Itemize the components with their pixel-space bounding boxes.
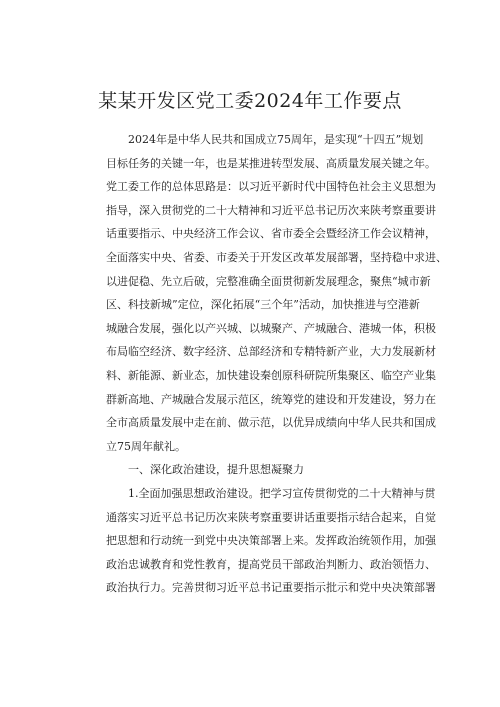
paragraph-line: 通落实习近平总书记历次来陕考察重要讲话重要指示结合起来，自觉 — [106, 510, 436, 524]
paragraph-line: 料、新能源、新业态，加快建设秦创原科研院所集聚区、临空产业集 — [106, 368, 436, 382]
document-title: 某某开发区党工委2024年工作要点 — [98, 90, 402, 112]
paragraph-line: 把思想和行动统一到党中央决策部署上来。发挥政治统领作用，加强 — [106, 534, 436, 548]
paragraph-line: 1.全面加强思想政治建设。把学习宣传贯彻党的二十大精神与贯 — [128, 486, 436, 500]
document-body — [106, 128, 447, 600]
paragraph-line: 2024年是中华人民共和国成立75周年，是实现“十四五”规划 — [128, 133, 424, 146]
paragraph-line: 话重要指示、中央经济工作会议、省市委全会暨经济工作会议精神， — [106, 227, 436, 241]
paragraph-line: 群新高地、产城融合发展示范区，统筹党的建设和开发建设，努力在 — [106, 392, 436, 406]
paragraph-line: 全面落实中央、省委、市委关于开发区改革发展部署，坚持稳中求进、 — [106, 250, 447, 264]
paragraph-line: 以进促稳、先立后破，完整准确全面贯彻新发展理念，聚焦“城市新 — [106, 274, 431, 288]
paragraph-line: 目标任务的关键一年，也是某推进转型发展、高质量发展关键之年。 — [106, 156, 436, 170]
paragraph-line: 立75周年献礼。 — [106, 439, 186, 453]
paragraph-line: 指导，深入贯彻党的二十大精神和习近平总书记历次来陕考察重要讲 — [106, 203, 436, 217]
paragraph-line: 全市高质量发展中走在前、做示范，以优异成绩向中华人民共和国成 — [106, 416, 436, 430]
paragraph-line: 政治忠诚教育和党性教育，提高党员干部政治判断力、政治领悟力、 — [106, 557, 436, 571]
section-heading: 一、深化政治建设，提升思想凝聚力 — [128, 463, 304, 477]
paragraph-line: 党工委工作的总体思路是：以习近平新时代中国特色社会主义思想为 — [106, 180, 436, 194]
paragraph-line: 城融合发展，强化以产兴城、以城聚产、产城融合、港城一体，积极 — [106, 321, 436, 335]
paragraph-line: 政治执行力。完善贯彻习近平总书记重要指示批示和党中央决策部署 — [106, 581, 436, 595]
paragraph-line: 区、科技新城”定位，深化拓展“三个年”活动，加快推进与空港新 — [106, 298, 420, 312]
paragraph-line: 布局临空经济、数字经济、总部经济和专精特新产业，大力发展新材 — [106, 345, 436, 359]
